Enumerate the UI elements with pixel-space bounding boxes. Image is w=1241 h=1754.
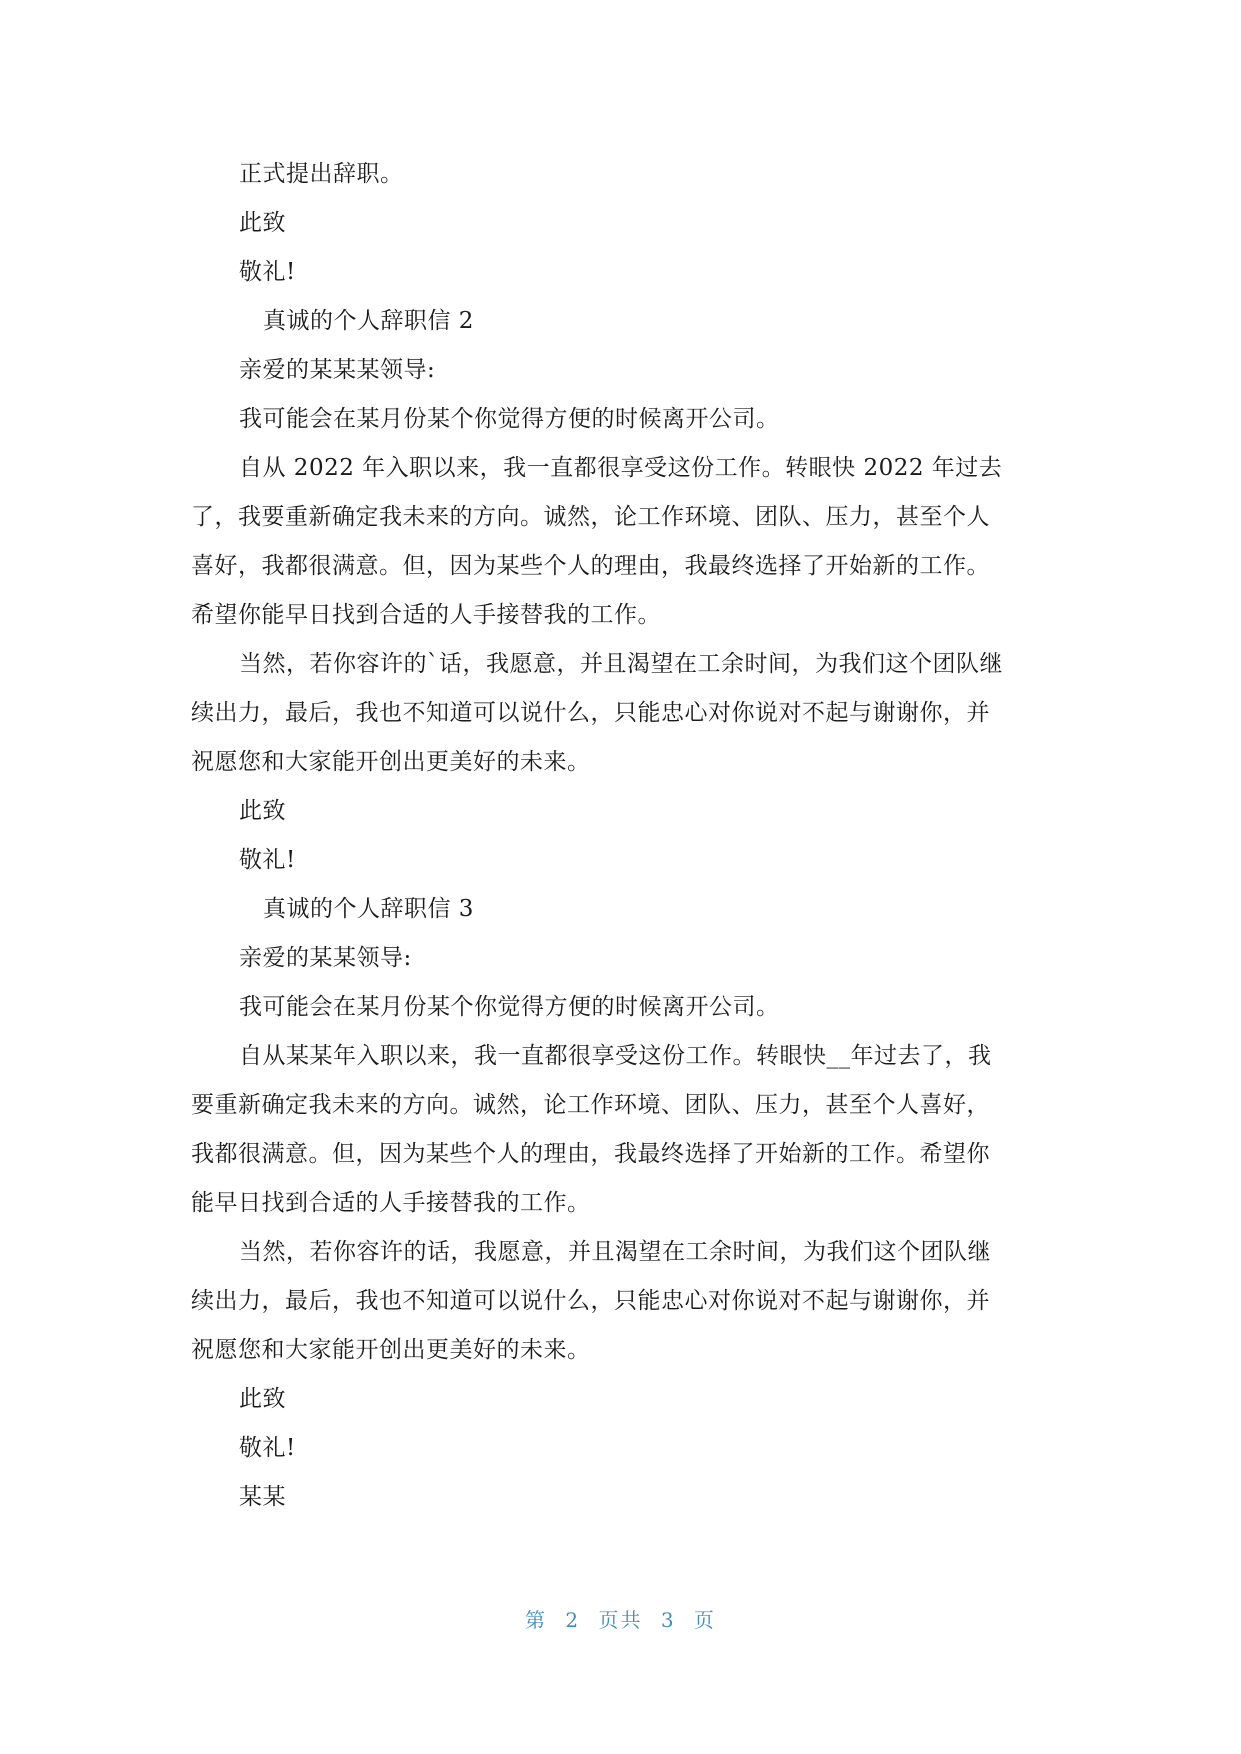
document-body: [191, 150, 1057, 1522]
text-line: 敬礼!: [239, 847, 296, 873]
text-line: 此致: [239, 1386, 286, 1412]
text-line: 此致: [239, 798, 286, 824]
page-footer: [0, 1604, 1241, 1633]
text-line: 当然，若你容许的`话，我愿意，并且渴望在工余时间，为我们这个团队继: [239, 651, 1003, 677]
text-line: 能早日找到合适的人手接替我的工作。: [191, 1190, 591, 1216]
text-line: 正式提出辞职。: [239, 161, 404, 187]
text-line: 要重新确定我未来的方向。诚然，论工作环境、团队、压力，甚至个人喜好，: [191, 1092, 990, 1118]
text-line: 祝愿您和大家能开创出更美好的未来。: [191, 1337, 591, 1363]
text-line: 续出力，最后，我也不知道可以说什么，只能忠心对你说对不起与谢谢你，并: [191, 1288, 990, 1314]
text-line: 自从某某年入职以来，我一直都很享受这份工作。转眼快__年过去了，我: [239, 1043, 992, 1069]
text-line: 了，我要重新确定我未来的方向。诚然，论工作环境、团队、压力，甚至个人: [191, 504, 990, 530]
text-line: 亲爱的某某某领导:: [239, 357, 436, 383]
text-line: 我都很满意。但，因为某些个人的理由，我最终选择了开始新的工作。希望你: [191, 1141, 990, 1167]
text-line: 真诚的个人辞职信 3: [263, 896, 474, 922]
page-number-label: 第 2 页共 3 页: [525, 1608, 716, 1632]
text-line: 某某: [239, 1484, 286, 1510]
text-line: 敬礼!: [239, 259, 296, 285]
text-line: 自从 2022 年入职以来，我一直都很享受这份工作。转眼快 2022 年过去: [239, 455, 1003, 481]
text-line: 此致: [239, 210, 286, 236]
text-line: 喜好，我都很满意。但，因为某些个人的理由，我最终选择了开始新的工作。: [191, 553, 990, 579]
text-line: 真诚的个人辞职信 2: [263, 308, 474, 334]
text-line: 祝愿您和大家能开创出更美好的未来。: [191, 749, 591, 775]
text-line: 续出力，最后，我也不知道可以说什么，只能忠心对你说对不起与谢谢你，并: [191, 700, 990, 726]
text-line: 敬礼!: [239, 1435, 296, 1461]
text-line: 我可能会在某月份某个你觉得方便的时候离开公司。: [239, 994, 780, 1020]
text-line: 我可能会在某月份某个你觉得方便的时候离开公司。: [239, 406, 780, 432]
text-line: 亲爱的某某领导:: [239, 945, 412, 971]
text-line: 当然，若你容许的话，我愿意，并且渴望在工余时间，为我们这个团队继: [239, 1239, 991, 1265]
text-line: 希望你能早日找到合适的人手接替我的工作。: [191, 602, 661, 628]
